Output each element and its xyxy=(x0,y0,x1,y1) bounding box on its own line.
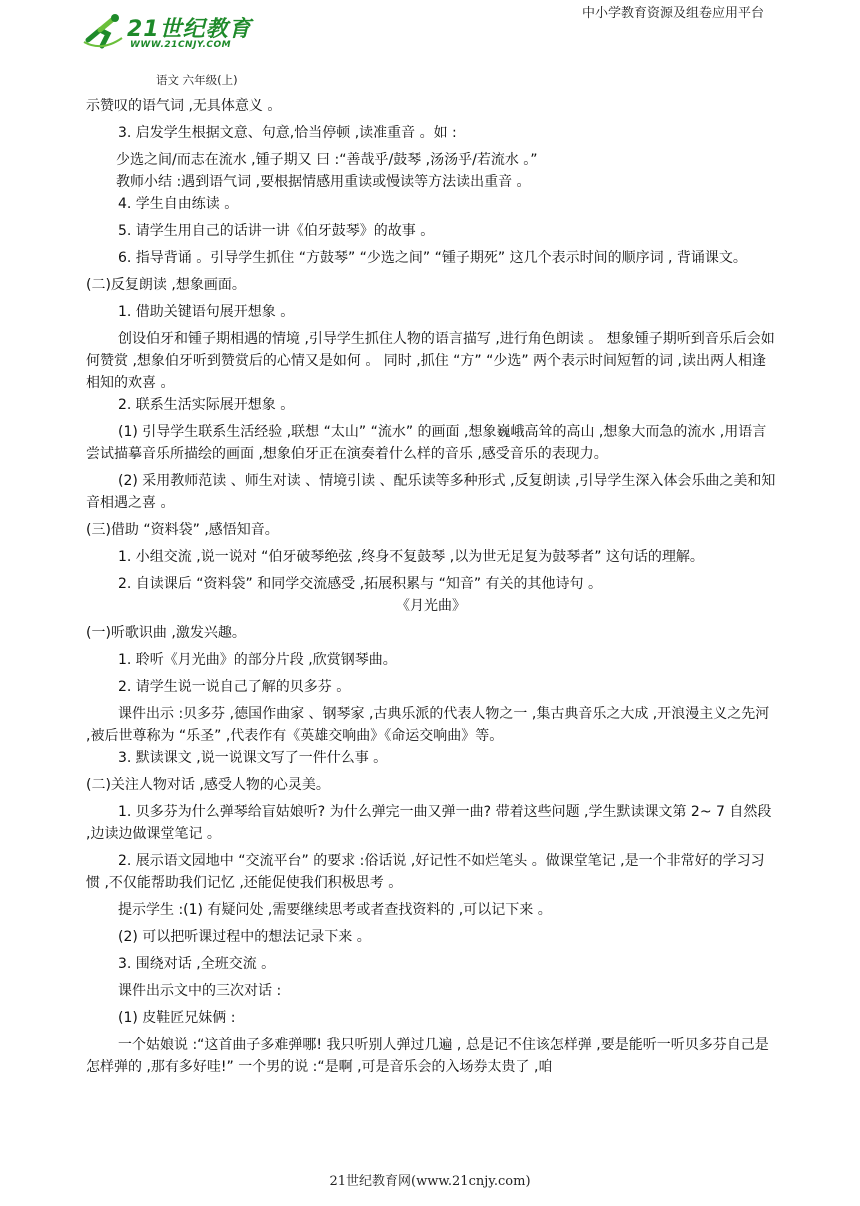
paragraph: 3. 围绕对话 ,全班交流 。 xyxy=(118,956,276,972)
section-heading: (一)听歌识曲 ,激发兴趣。 xyxy=(86,625,246,641)
paragraph: (2) 可以把听课过程中的想法记录下来 。 xyxy=(118,929,371,945)
paragraph: (2) 采用教师范读 、师生对读 、情境引读 、配乐读等多种形式 ,反复朗读 ,引导学生深入体会乐曲之美和知音相遇之喜 。 xyxy=(86,473,776,511)
paragraph: (1) 引导学生联系生活经验 ,联想 “太山” “流水” 的画面 ,想象巍峨高耸的高山 ,想象大而急的流水 ,用语言尝试描摹音乐所描绘的画面 ,想象伯牙正在演奏着什么样的音乐 ,感受音乐的表现力。 xyxy=(86,424,767,462)
section-heading: (二)关注人物对话 ,感受人物的心灵美。 xyxy=(86,777,330,793)
paragraph: 创设伯牙和锺子期相遇的情境 ,引导学生抓住人物的语言描写 ,进行角色朗读 。 想象锺子期听到音乐后会如何赞赏 ,想象伯牙听到赞赏后的心情又是如何 。 同时 ,抓住 “方” “少选” 两个表示时间短暂的词 ,读出两人相逢相知的欢喜 。 xyxy=(86,331,775,391)
paragraph: 课件出示 :贝多芬 ,德国作曲家 、钢琴家 ,古典乐派的代表人物之一 ,集古典音乐之大成 ,开浪漫主义之先河 ,被后世尊称为 “乐圣” ,代表作有《英雄交响曲》《命运交响曲》等。 xyxy=(86,706,770,744)
paragraph: 示赞叹的语气词 ,无具体意义 。 xyxy=(86,98,282,114)
paragraph: 课件出示文中的三次对话 : xyxy=(118,983,282,999)
paragraph: 一个姑娘说 :“这首曲子多难弹哪! 我只听别人弹过几遍 , 总是记不住该怎样弹 ,要是能听一听贝多芬自己是怎样弹的 ,那有多好哇!” 一个男的说 :“是啊 ,可是音乐会的入场券太贵了 ,咱 xyxy=(86,1037,769,1075)
paragraph: 1. 小组交流 ,说一说对 “伯牙破琴绝弦 ,终身不复鼓琴 ,以为世无足复为鼓琴者” 这句话的理解。 xyxy=(118,549,704,565)
document-body xyxy=(86,95,776,1078)
section-heading: (三)借助 “资料袋” ,感悟知音。 xyxy=(86,522,279,538)
paragraph: (1) 皮鞋匠兄妹俩 : xyxy=(118,1010,236,1026)
paragraph: 少选之间/而志在流水 ,锺子期又 曰 :“善哉乎/鼓琴 ,汤汤乎/若流水 。” xyxy=(116,152,538,168)
paragraph: 2. 展示语文园地中 “交流平台” 的要求 :俗话说 ,好记性不如烂笔头 。做课堂笔记 ,是一个非常好的学习习惯 ,不仅能帮助我们记忆 ,还能促使我们积极思考 。 xyxy=(86,853,765,891)
paragraph: 6. 指导背诵 。引导学生抓住 “方鼓琴” “少选之间” “锺子期死” 这几个表示时间的顺序词 , 背诵课文。 xyxy=(118,250,747,266)
paragraph: 2. 自读课后 “资料袋” 和同学交流感受 ,拓展积累与 “知音” 有关的其他诗句 。 xyxy=(118,576,602,592)
logo xyxy=(82,12,252,54)
platform-name: 中小学教育资源及组卷应用平台 xyxy=(581,6,764,21)
paragraph: 2. 联系生活实际展开想象 。 xyxy=(118,397,295,413)
footer: 21世纪教育网(www.21cnjy.com) xyxy=(329,1174,531,1189)
paragraph: 2. 请学生说一说自己了解的贝多芬 。 xyxy=(118,679,351,695)
paragraph: 5. 请学生用自己的话讲一讲《伯牙鼓琴》的故事 。 xyxy=(118,223,435,239)
logo-text: 21世纪教育 xyxy=(127,17,252,42)
paragraph: 提示学生 :(1) 有疑问处 ,需要继续思考或者查找资料的 ,可以记下来 。 xyxy=(118,902,552,918)
paragraph: 1. 贝多芬为什么弹琴给盲姑娘听? 为什么弹完一曲又弹一曲? 带着这些问题 ,学生默读课文第 2~ 7 自然段 ,边读边做课堂笔记 。 xyxy=(86,804,772,842)
runner-logo-icon xyxy=(82,12,126,52)
paragraph: 3. 启发学生根据文意、句意,恰当停顿 ,读准重音 。如 : xyxy=(118,125,457,141)
paragraph: 1. 借助关键语句展开想象 。 xyxy=(118,304,295,320)
logo-url: WWW.21CNJY.COM xyxy=(130,40,232,50)
subject-grade: 语文 六年级(上) xyxy=(156,73,238,87)
section-heading: (二)反复朗读 ,想象画面。 xyxy=(86,277,246,293)
paragraph: 4. 学生自由练读 。 xyxy=(118,196,239,212)
paragraph: 3. 默读课文 ,说一说课文写了一件什么事 。 xyxy=(118,750,388,766)
lesson-title: 《月光曲》 xyxy=(396,598,466,614)
paragraph: 教师小结 :遇到语气词 ,要根据情感用重读或慢读等方法读出重音 。 xyxy=(116,174,531,190)
paragraph: 1. 聆听《月光曲》的部分片段 ,欣赏钢琴曲。 xyxy=(118,652,397,668)
